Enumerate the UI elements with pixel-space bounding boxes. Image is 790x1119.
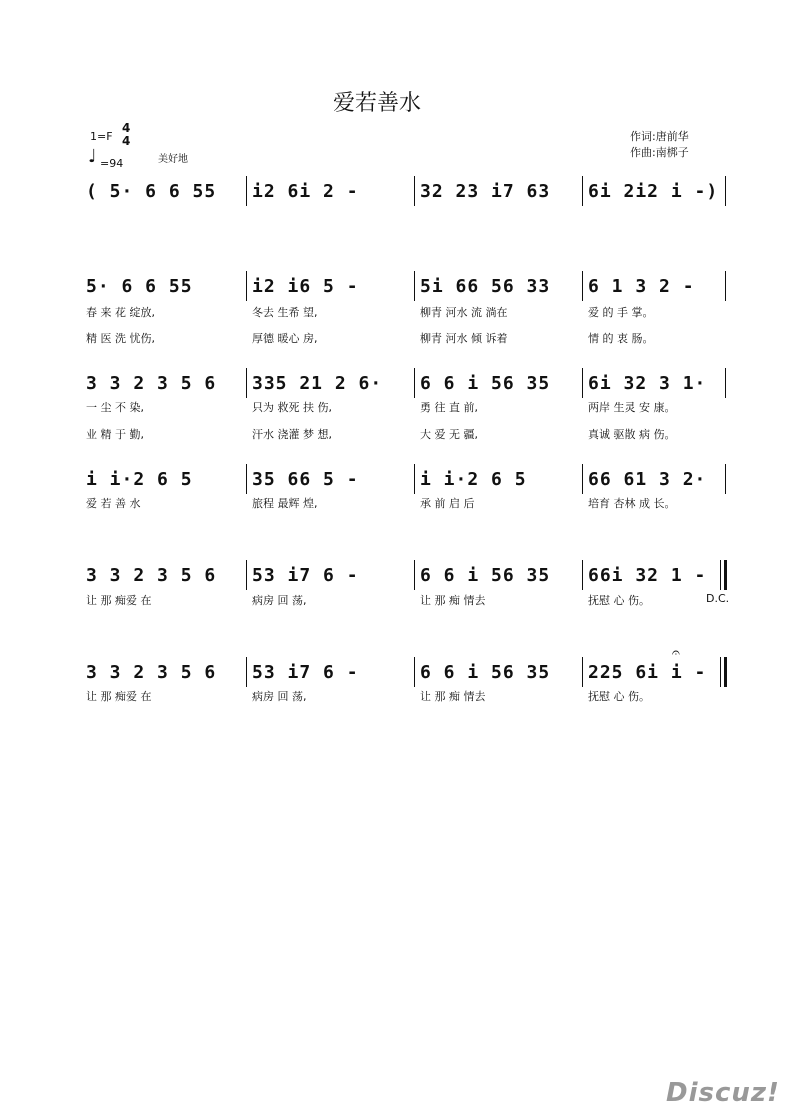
measure: 6 6 i 56 35 — [420, 373, 551, 394]
measure: 3 3 2 3 5 6 — [86, 662, 217, 683]
barline — [246, 271, 247, 301]
measure: 6i 2i2 i -) — [588, 181, 719, 202]
staff-row-5 — [86, 566, 736, 586]
measure: 6 6 i 56 35 — [420, 662, 551, 683]
lyric: 勇 往 直 前, — [420, 401, 478, 414]
staff-row-1 — [86, 182, 736, 202]
lyric: 抚慰 心 伤。 — [588, 594, 650, 607]
measure: i2 i6 5 - — [252, 276, 359, 297]
barline — [582, 271, 583, 301]
lyric: 让 那 痴爱 在 — [86, 690, 152, 703]
lyric: 业 精 于 勤, — [86, 428, 144, 441]
time-signature — [122, 122, 130, 148]
lyric: 承 前 启 后 — [420, 497, 475, 510]
barline — [582, 176, 583, 206]
lyric: 两岸 生灵 安 康。 — [588, 401, 676, 414]
lyric: 柳青 河水 流 淌在 — [420, 306, 508, 319]
lyric: 培育 杏林 成 长。 — [588, 497, 676, 510]
barline — [414, 657, 415, 687]
barline — [725, 271, 726, 301]
key-signature: 1=F — [90, 130, 113, 143]
measure: 35 66 5 - — [252, 469, 359, 490]
staff-row-2 — [86, 277, 736, 297]
lyric: 让 那 痴爱 在 — [86, 594, 152, 607]
lyric: 只为 救死 扶 伤, — [252, 401, 332, 414]
lyric: 病房 回 荡, — [252, 690, 307, 703]
lyric: 大 爱 无 疆, — [420, 428, 478, 441]
lyric: 爱 若 善 水 — [86, 497, 141, 510]
barline — [414, 368, 415, 398]
fermata-icon: 𝄐 — [672, 645, 680, 661]
barline — [246, 560, 247, 590]
measure: 66i 32 1 - — [588, 565, 707, 586]
barline — [582, 657, 583, 687]
lyric: 病房 回 荡, — [252, 594, 307, 607]
measure: 5i 66 56 33 — [420, 276, 551, 297]
barline — [246, 657, 247, 687]
lyric: 真诚 驱散 病 伤。 — [588, 428, 676, 441]
lyric: 厚德 暖心 房, — [252, 332, 318, 345]
barline — [414, 176, 415, 206]
lyric: 一 尘 不 染, — [86, 401, 144, 414]
measure: 6 6 i 56 35 — [420, 565, 551, 586]
watermark-logo: Discuz! — [666, 1078, 780, 1108]
measure: i2 6i 2 - — [252, 181, 359, 202]
barline — [414, 271, 415, 301]
lyric: 让 那 痴 情去 — [420, 690, 486, 703]
measure: 335 21 2 6· — [252, 373, 383, 394]
final-barline — [724, 560, 727, 590]
barline — [725, 368, 726, 398]
measure: 66 61 3 2· — [588, 469, 707, 490]
measure: ( 5· 6 6 55 — [86, 181, 217, 202]
lyric: 爱 的 手 掌。 — [588, 306, 654, 319]
measure: 53 i7 6 - — [252, 565, 359, 586]
lyric: 旅程 最辉 煌, — [252, 497, 318, 510]
measure: 6i 32 3 1· — [588, 373, 707, 394]
lyric: 春 来 花 绽放, — [86, 306, 155, 319]
barline — [246, 368, 247, 398]
time-signature-bottom: 4 — [122, 134, 131, 148]
lyric: 汗水 浇灌 梦 想, — [252, 428, 332, 441]
quarter-note-icon: ♩ — [88, 146, 97, 167]
tempo-marking: =94 — [100, 157, 124, 170]
barline — [246, 176, 247, 206]
barline — [414, 464, 415, 494]
expression-marking: 美好地 — [158, 154, 188, 165]
barline — [720, 560, 721, 590]
song-title: 爱若善水 — [333, 91, 422, 116]
barline — [725, 464, 726, 494]
measure: 5· 6 6 55 — [86, 276, 193, 297]
measure: 3 3 2 3 5 6 — [86, 373, 217, 394]
da-capo-mark: D.C. — [706, 592, 730, 605]
measure: 32 23 i7 63 — [420, 181, 551, 202]
measure: i i·2 6 5 — [86, 469, 193, 490]
barline — [582, 560, 583, 590]
barline — [725, 176, 726, 206]
measure: 3 3 2 3 5 6 — [86, 565, 217, 586]
barline — [582, 464, 583, 494]
composer-credit: 作曲:南梆子 — [630, 146, 689, 159]
measure: 53 i7 6 - — [252, 662, 359, 683]
measure: 6 1 3 2 - — [588, 276, 695, 297]
barline — [414, 560, 415, 590]
barline — [582, 368, 583, 398]
lyric: 情 的 衷 肠。 — [588, 332, 654, 345]
lyricist-credit: 作词:唐前华 — [630, 130, 689, 143]
barline — [720, 657, 721, 687]
lyric: 精 医 洗 忧伤, — [86, 332, 155, 345]
staff-row-4 — [86, 470, 736, 490]
lyric: 柳青 河水 倾 诉着 — [420, 332, 508, 345]
lyric: 让 那 痴 情去 — [420, 594, 486, 607]
barline — [246, 464, 247, 494]
final-barline — [724, 657, 727, 687]
lyric: 抚慰 心 伤。 — [588, 690, 650, 703]
lyric: 冬去 生希 望, — [252, 306, 318, 319]
measure: 225 6i i - — [588, 662, 707, 683]
measure: i i·2 6 5 — [420, 469, 527, 490]
staff-row-3 — [86, 374, 736, 394]
staff-row-6 — [86, 663, 736, 683]
time-signature-top: 4 — [122, 121, 131, 135]
